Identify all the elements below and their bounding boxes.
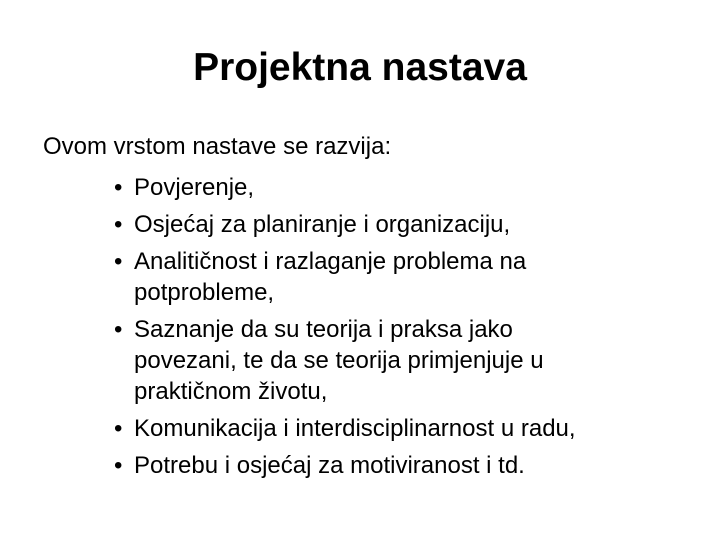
bullet-text-line: povezani, te da se teorija primjenjuje u	[134, 347, 544, 374]
bullet-icon: •	[114, 211, 123, 238]
bullet-text: Potrebu i osjećaj za motiviranost i td.	[134, 452, 525, 479]
bullet-text: Povjerenje,	[134, 174, 255, 201]
intro-text: Ovom vrstom nastave se razvija:	[43, 133, 392, 160]
bullet-item-planning	[114, 209, 674, 240]
bullet-item-trust	[114, 172, 674, 203]
bullet-item-communication	[114, 413, 674, 444]
bullet-text-line: praktičnom životu,	[134, 378, 328, 405]
bullet-item-analysis	[114, 246, 674, 308]
bullet-list	[114, 172, 674, 487]
bullet-item-motivation	[114, 450, 674, 481]
bullet-text: Komunikacija i interdisciplinarnost u radu,	[134, 415, 576, 442]
bullet-text-line: potprobleme,	[134, 279, 275, 306]
bullet-icon: •	[114, 316, 123, 343]
bullet-text-line: Saznanje da su teorija i praksa jako	[134, 316, 513, 343]
bullet-icon: •	[114, 415, 123, 442]
bullet-item-theory-practice	[114, 314, 674, 407]
slide-title: Projektna nastava	[193, 46, 527, 89]
bullet-text: Osjećaj za planiranje i organizaciju,	[134, 211, 511, 238]
bullet-icon: •	[114, 248, 123, 275]
bullet-text-line: Analitičnost i razlaganje problema na	[134, 248, 527, 275]
bullet-icon: •	[114, 174, 123, 201]
bullet-icon: •	[114, 452, 123, 479]
